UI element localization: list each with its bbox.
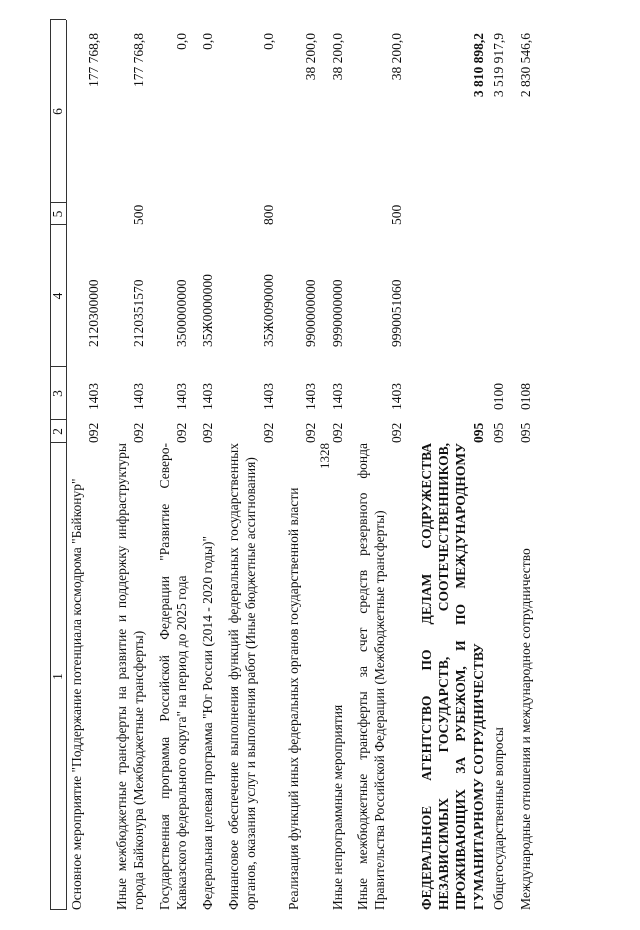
row-csr: 35Ж0090000: [261, 274, 276, 347]
row-grbs: 092: [200, 422, 215, 443]
row-name: Общегосударственные вопросы: [491, 727, 506, 910]
row-name: Федеральная целевая программа "Юг России (2014 - 2020 годы)": [200, 536, 215, 910]
row-csr: 35Ж0000000: [200, 274, 215, 347]
row-grbs: 095: [518, 422, 533, 443]
row-sum: 0,0: [200, 33, 215, 50]
row-sum: 0,0: [261, 33, 276, 50]
row-grbs: 092: [330, 422, 345, 443]
row-name: Основное мероприятие "Поддержание потенциала космодрома "Байконур": [69, 478, 84, 910]
row-name-agency: ФЕДЕРАЛЬНОЕ АГЕНТСТВО ПО ДЕЛАМ СОДРУЖЕСТВА НЕЗАВИСИМЫХ ГОСУДАРСТВ, СООТЕЧЕСТВЕННИКОВ, ПРОЖИВАЮЩИХ ЗА РУБЕЖОМ, И ПО МЕЖДУНАРОДНОМУ ГУМАНИТАРНОМУ СОТРУДНИЧЕСТВУ: [419, 443, 486, 910]
header-col-4: 4: [50, 292, 65, 300]
row-rzpr: 1403: [131, 383, 146, 410]
page-number: 1328: [317, 443, 332, 469]
row-rzpr: 1403: [330, 383, 345, 410]
header-col-1: 1: [50, 673, 65, 680]
row-sum: 2 830 546,6: [518, 33, 533, 98]
row-rzpr: 1403: [261, 383, 276, 410]
header-col-5: 5: [50, 210, 65, 218]
row-vr: 500: [131, 204, 146, 225]
row-sum: 0,0: [174, 33, 189, 50]
row-csr: 2120351570: [131, 279, 146, 347]
row-sum: 38 200,0: [389, 33, 404, 81]
row-grbs: 092: [303, 422, 318, 443]
row-grbs: 092: [174, 422, 189, 443]
row-grbs: 095: [471, 422, 486, 443]
row-name: Государственная программа Российской Федерации "Развитие Северо-Кавказского федерального округа" на период до 2025 года: [157, 443, 190, 910]
row-name: Иные непрограммные мероприятия: [330, 704, 345, 910]
row-name: Финансовое обеспечение выполнения функций федеральных государственных органов, оказания услуг и выполнения работ (Иные бюджетные ассигнования): [226, 443, 259, 910]
budget-table: [0, 33, 640, 930]
row-rzpr: 1403: [86, 383, 101, 410]
row-grbs: 092: [86, 422, 101, 443]
row-csr: 9990000000: [330, 279, 345, 347]
row-sum: 177 768,8: [131, 33, 146, 87]
row-grbs: 092: [261, 422, 276, 443]
header-col-2: 2: [50, 428, 65, 435]
row-vr: 800: [261, 204, 276, 225]
row-sum: 3 519 917,9: [491, 33, 506, 98]
row-sum: 38 200,0: [303, 33, 318, 81]
header-bottom-border: [66, 20, 67, 910]
header-col-3: 3: [50, 390, 65, 397]
row-sum: 3 810 898,2: [471, 33, 486, 98]
row-name: Реализация функций иных федеральных органов государственной власти: [286, 487, 301, 910]
row-csr: 9990051060: [389, 279, 404, 347]
row-rzpr: 0100: [491, 383, 506, 410]
row-grbs: 092: [131, 422, 146, 443]
row-rzpr: 0108: [518, 383, 533, 410]
row-rzpr: 1403: [303, 383, 318, 410]
row-name: Иные межбюджетные трансферты на развитие и поддержку инфраструктуры города Байконура (Межбюджетные трансферты): [114, 443, 147, 910]
row-name: Иные межбюджетные трансферты за счет средств резервного фонда Правительства Российской Федерации (Межбюджетные трансферты): [355, 443, 388, 910]
row-rzpr: 1403: [200, 383, 215, 410]
row-rzpr: 1403: [389, 383, 404, 410]
header-col-6: 6: [50, 108, 65, 115]
row-grbs: 092: [389, 422, 404, 443]
row-grbs: 095: [491, 422, 506, 443]
row-name: Международные отношения и международное сотрудничество: [518, 548, 533, 910]
row-csr: 3500000000: [174, 279, 189, 347]
row-sum: 177 768,8: [86, 33, 101, 87]
row-csr: 2120300000: [86, 279, 101, 347]
row-rzpr: 1403: [174, 383, 189, 410]
row-vr: 500: [389, 204, 404, 225]
row-sum: 38 200,0: [330, 33, 345, 81]
row-csr: 9900000000: [303, 279, 318, 347]
